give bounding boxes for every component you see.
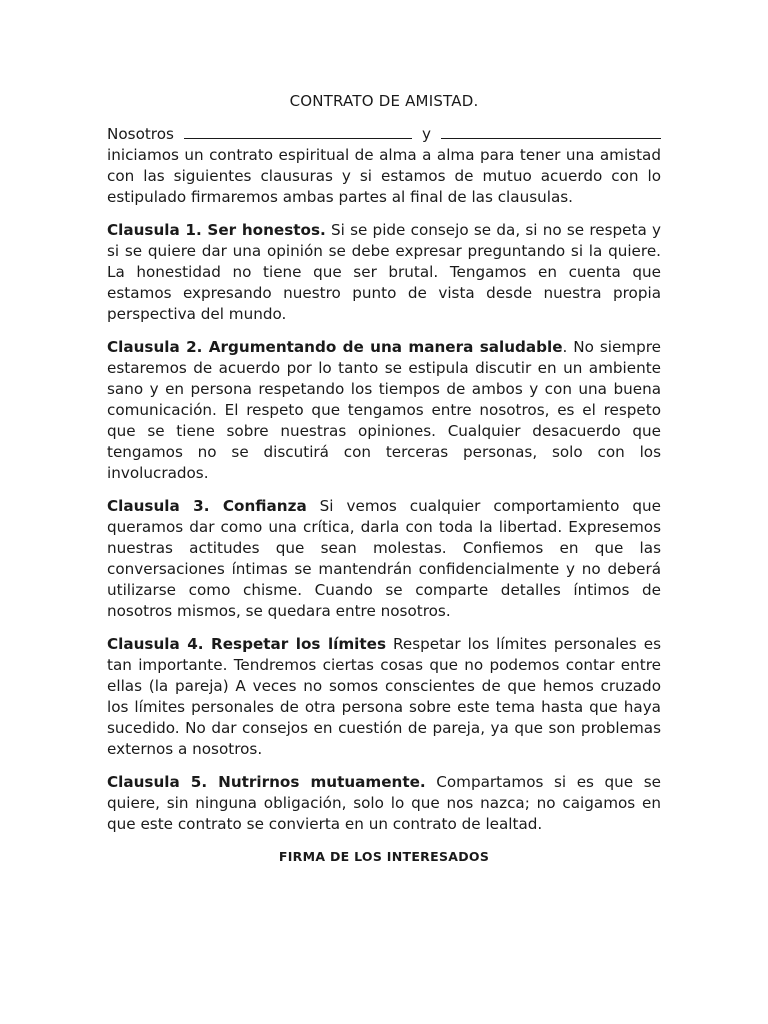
document-title: CONTRATO DE AMISTAD. bbox=[289, 92, 479, 110]
clause-3 bbox=[107, 496, 661, 622]
intro-paragraph bbox=[107, 124, 661, 208]
intro-start: Nosotros bbox=[107, 125, 174, 143]
clause-2 bbox=[107, 337, 661, 484]
name-blank-1[interactable] bbox=[184, 124, 412, 139]
clause-3-text: Si vemos cualquier comportamiento que queramos dar como una crítica, darla con toda la libertad. Expresemos nuestras actitudes que sean molestas. Confiemos en que las conversaciones íntimas se mantendrán confidencialmente y no deberá utilizarse como chisme. Cuando se comparte detalles íntimos de nosotros mismos, se quedara entre nosotros. bbox=[107, 497, 661, 620]
clause-5 bbox=[107, 772, 661, 835]
signature-label: FIRMA DE LOS INTERESADOS bbox=[278, 849, 490, 864]
clause-5-heading: Clausula 5. Nutrirnos mutuamente. bbox=[107, 773, 426, 791]
name-blank-2[interactable] bbox=[441, 124, 661, 139]
clause-2-heading: Clausula 2. Argumentando de una manera saludable bbox=[107, 338, 563, 356]
clause-2-text: . No siempre estaremos de acuerdo por lo tanto se estipula discutir en un ambiente sano y en persona respetando los tiempos de ambos y con una buena comunicación. El respeto que tengamos entre nosotros, es el respeto que se tiene sobre nuestras opiniones. Cualquier desacuerdo que tengamos no se discutirá con terceras personas, solo con los involucrados. bbox=[107, 338, 661, 482]
intro-between: y bbox=[422, 125, 431, 143]
clause-4-heading: Clausula 4. Respetar los límites bbox=[107, 635, 386, 653]
clause-4 bbox=[107, 634, 661, 760]
clause-1-heading: Clausula 1. Ser honestos. bbox=[107, 221, 326, 239]
clause-1 bbox=[107, 220, 661, 325]
intro-rest: iniciamos un contrato espiritual de alma a alma para tener una amistad con las siguientes clausuras y si estamos de mutuo acuerdo con lo estipulado firmaremos ambas partes al final de las clausulas. bbox=[107, 146, 661, 206]
clause-5-text: Compartamos si es que se quiere, sin ninguna obligación, solo lo que nos nazca; no caigamos en que este contrato se convierta en un contrato de lealtad. bbox=[107, 773, 661, 833]
clause-3-heading: Clausula 3. Confianza bbox=[107, 497, 307, 515]
clause-4-text: Respetar los límites personales es tan importante. Tendremos ciertas cosas que no podemos contar entre ellas (la pareja) A veces no somos conscientes de que hemos cruzado los límites personales de otra persona sobre este tema hasta que haya sucedido. No dar consejos en cuestión de pareja, ya que son problemas externos a nosotros. bbox=[107, 635, 661, 758]
clause-1-text: Si se pide consejo se da, si no se respeta y si se quiere dar una opinión se debe expresar preguntando si la quiere. La honestidad no tiene que ser brutal. Tengamos en cuenta que estamos expresando nuestro punto de vista desde nuestra propia perspectiva del mundo. bbox=[107, 221, 661, 323]
